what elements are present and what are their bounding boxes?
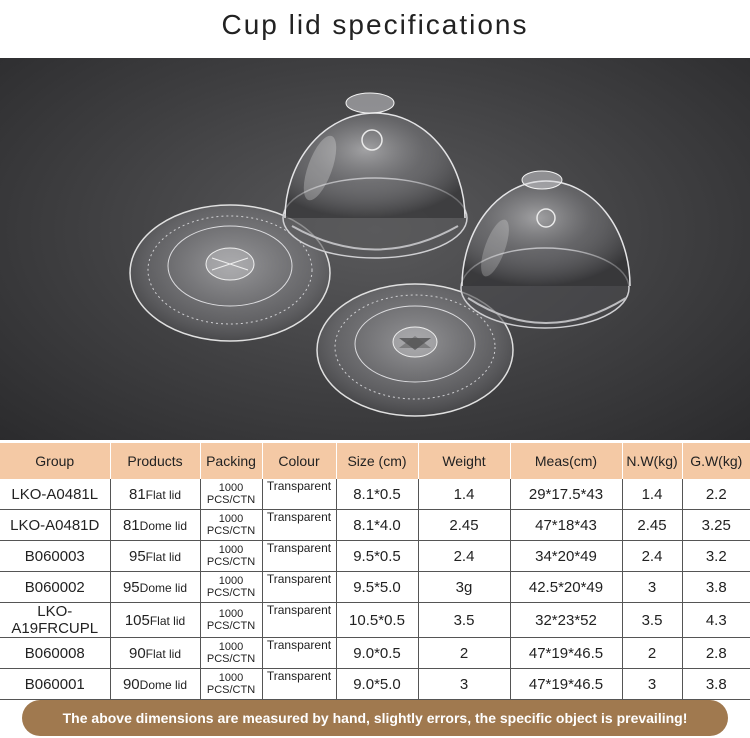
cell-group: LKO-A0481L: [0, 479, 110, 510]
table-row: [0, 669, 750, 700]
cell-nw: 1.4: [622, 479, 682, 510]
cell-packing: [200, 510, 262, 541]
packing-qty: 1000: [218, 575, 244, 587]
packing-unit: PCS/CTN: [206, 556, 256, 568]
cell-colour: Transparent: [262, 510, 336, 541]
cell-meas: 47*18*43: [510, 510, 622, 541]
cell-products: [110, 541, 200, 572]
product-kind: Dome lid: [139, 677, 188, 692]
cell-group: B060003: [0, 541, 110, 572]
cell-size: 9.0*0.5: [336, 638, 418, 669]
cell-weight: 1.4: [418, 479, 510, 510]
product-size-number: 90: [128, 644, 146, 662]
spec-table: [0, 443, 750, 700]
dome-lid-center: [283, 93, 467, 258]
product-size-number: 90: [122, 675, 140, 693]
cell-nw: 3.5: [622, 603, 682, 638]
product-kind: Flat lid: [145, 487, 182, 502]
cell-weight: 2.45: [418, 510, 510, 541]
packing-qty: 1000: [218, 641, 244, 653]
cell-gw: 4.3: [682, 603, 750, 638]
packing-unit: PCS/CTN: [206, 587, 256, 599]
cell-size: 10.5*0.5: [336, 603, 418, 638]
cell-gw: 2.8: [682, 638, 750, 669]
header-meas: Meas(cm): [510, 443, 622, 479]
cell-colour: Transparent: [262, 669, 336, 700]
cell-products: [110, 638, 200, 669]
table-row: [0, 572, 750, 603]
cell-packing: [200, 603, 262, 638]
cell-products: [110, 479, 200, 510]
disclaimer-banner: The above dimensions are measured by hand, slightly errors, the specific object is prevailing!: [22, 700, 728, 736]
cell-group: LKO-A19FRCUPL: [0, 603, 110, 638]
table-row: [0, 603, 750, 638]
page-title: Cup lid specifications: [221, 9, 529, 40]
cell-weight: 3g: [418, 572, 510, 603]
product-photo: [0, 58, 750, 440]
cell-meas: 32*23*52: [510, 603, 622, 638]
header-size: Size (cm): [336, 443, 418, 479]
product-kind: Flat lid: [149, 613, 186, 628]
cell-colour: Transparent: [262, 603, 336, 638]
header-weight: Weight: [418, 443, 510, 479]
cell-colour: Transparent: [262, 479, 336, 510]
cell-colour: Transparent: [262, 541, 336, 572]
cell-weight: 2.4: [418, 541, 510, 572]
header-colour: Colour: [262, 443, 336, 479]
lids-illustration: [0, 58, 750, 440]
table-row: [0, 638, 750, 669]
cell-size: 8.1*0.5: [336, 479, 418, 510]
packing-qty: 1000: [218, 672, 244, 684]
cell-group: LKO-A0481D: [0, 510, 110, 541]
cell-weight: 2: [418, 638, 510, 669]
cell-nw: 2: [622, 638, 682, 669]
cell-packing: [200, 572, 262, 603]
packing-unit: PCS/CTN: [206, 620, 256, 632]
product-size-number: 81: [122, 516, 140, 534]
product-size-number: 95: [128, 547, 146, 565]
cell-weight: 3: [418, 669, 510, 700]
product-kind: Dome lid: [139, 518, 188, 533]
cell-meas: 34*20*49: [510, 541, 622, 572]
packing-unit: PCS/CTN: [206, 684, 256, 696]
cell-nw: 3: [622, 669, 682, 700]
table-header-row: [0, 443, 750, 479]
cell-size: 9.5*5.0: [336, 572, 418, 603]
packing-qty: 1000: [218, 513, 244, 525]
cell-gw: 3.25: [682, 510, 750, 541]
product-size-number: 105: [124, 611, 150, 629]
table-row: [0, 541, 750, 572]
cell-packing: [200, 541, 262, 572]
product-kind: Flat lid: [145, 646, 182, 661]
cell-packing: [200, 479, 262, 510]
cell-packing: [200, 638, 262, 669]
cell-weight: 3.5: [418, 603, 510, 638]
cell-meas: 42.5*20*49: [510, 572, 622, 603]
packing-qty: 1000: [218, 544, 244, 556]
product-size-number: 81: [128, 485, 146, 503]
cell-nw: 2.45: [622, 510, 682, 541]
cell-group: B060001: [0, 669, 110, 700]
table-row: [0, 510, 750, 541]
packing-qty: 1000: [218, 482, 244, 494]
cell-gw: 3.8: [682, 669, 750, 700]
cell-gw: 3.8: [682, 572, 750, 603]
cell-gw: 2.2: [682, 479, 750, 510]
header-gw: G.W(kg): [682, 443, 750, 479]
table-row: [0, 479, 750, 510]
cell-products: [110, 510, 200, 541]
cell-gw: 3.2: [682, 541, 750, 572]
header-nw: N.W(kg): [622, 443, 682, 479]
packing-unit: PCS/CTN: [206, 653, 256, 665]
product-kind: Dome lid: [139, 580, 188, 595]
cell-meas: 29*17.5*43: [510, 479, 622, 510]
cell-colour: Transparent: [262, 638, 336, 669]
cell-nw: 3: [622, 572, 682, 603]
cell-products: [110, 669, 200, 700]
cell-products: [110, 603, 200, 638]
cell-meas: 47*19*46.5: [510, 669, 622, 700]
cell-meas: 47*19*46.5: [510, 638, 622, 669]
cell-group: B060008: [0, 638, 110, 669]
packing-unit: PCS/CTN: [206, 525, 256, 537]
cell-colour: Transparent: [262, 572, 336, 603]
packing-qty: 1000: [218, 608, 244, 620]
cell-size: 9.0*5.0: [336, 669, 418, 700]
dome-lid-right: [461, 171, 630, 328]
cell-packing: [200, 669, 262, 700]
cell-products: [110, 572, 200, 603]
cell-size: 8.1*4.0: [336, 510, 418, 541]
cell-size: 9.5*0.5: [336, 541, 418, 572]
header-group: Group: [0, 443, 110, 479]
cell-nw: 2.4: [622, 541, 682, 572]
product-kind: Flat lid: [145, 549, 182, 564]
packing-unit: PCS/CTN: [206, 494, 256, 506]
header-packing: Packing: [200, 443, 262, 479]
cell-group: B060002: [0, 572, 110, 603]
product-size-number: 95: [122, 578, 140, 596]
header-products: Products: [110, 443, 200, 479]
